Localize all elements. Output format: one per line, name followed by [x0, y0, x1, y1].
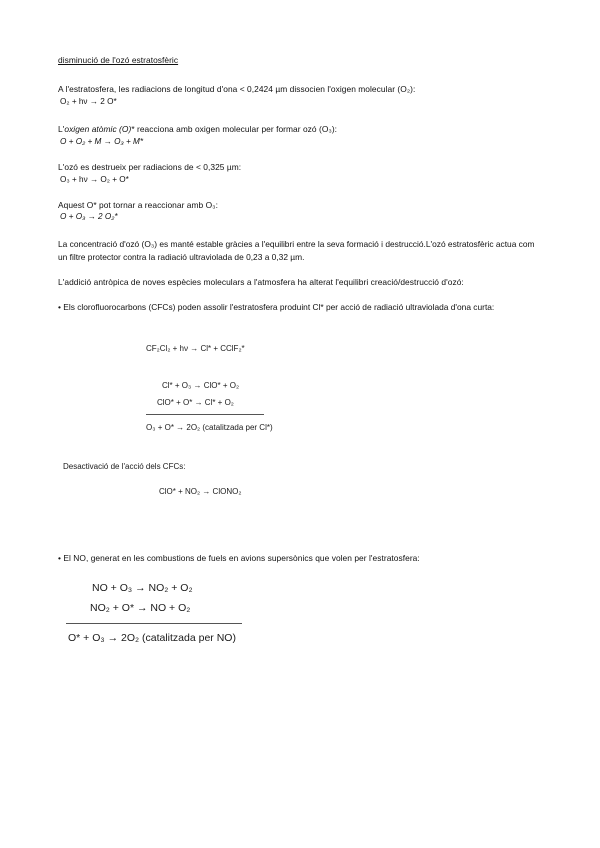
- page-title: disminució de l'ozó estratosfèric: [58, 55, 179, 65]
- cfc-sum-equation: O₃ + O* → 2O₂ (catalitzada per Cl*): [146, 423, 273, 432]
- section-2-text: [58, 124, 337, 135]
- cfc-equation-3: ClO* + O* → Cl* + O₂: [157, 398, 234, 407]
- section-5-paragraph: La concentració d'ozó (O₃) es manté estable gràcies a l'equilibri entre la seva formació i destrucció.L'ozó estratosfèric actua com un filtre protector contra la radiació ultraviolada de 0,23 a 0,32 µm.: [58, 239, 535, 262]
- section-2-equation: O + O₂ + M → O₃ + M*: [60, 137, 144, 146]
- deactivation-equation: ClO* + NO₂ → ClONO₂: [159, 487, 242, 496]
- section-3-equation: O₃ + hν → O₂ + O*: [60, 175, 129, 184]
- no-equation-2: NO₂ + O* → NO + O₂: [90, 602, 191, 614]
- no-sum-equation: O* + O₃ → 2O₂ (catalitzada per NO): [68, 632, 236, 644]
- section-2-pre: L': [58, 124, 65, 134]
- section-2-emphasis: oxigen atòmic (O): [64, 124, 132, 134]
- section-1-equation: O₂ + hν → 2 O*: [60, 97, 117, 106]
- section-4-text: Aquest O* pot tornar a reaccionar amb O₃:: [58, 200, 219, 210]
- section-7-paragraph: • Els clorofluorocarbons (CFCs) poden assolir l'estratosfera produint Cl* per acció de radiació ultraviolada d'ona curta:: [58, 302, 495, 312]
- section-2-post: * reacciona amb oxigen molecular per formar ozó (O₃):: [131, 124, 338, 134]
- section-1-text: A l'estratosfera, les radiacions de longitud d'ona < 0,2424 µm dissocien l'oxigen molecular (O₂):: [58, 84, 416, 94]
- section-6-text: L'addició antròpica de noves espècies moleculars a l'atmosfera ha alterat l'equilibri creació/destrucció d'ozó:: [58, 277, 464, 287]
- no-equation-1: NO + O₃ → NO₂ + O₂: [92, 582, 193, 594]
- cfc-equation-2: Cl* + O₃ → ClO* + O₂: [162, 381, 240, 390]
- section-8-text: • El NO, generat en les combustions de fuels en avions supersònics que volen per l'estratosfera:: [58, 553, 420, 563]
- deactivation-label: Desactivació de l'acció dels CFCs:: [63, 462, 186, 471]
- section-4-equation: O + O₃ → 2 O₂*: [60, 212, 118, 221]
- section-3-text: L'ozó es destrueix per radiacions de < 0,325 µm:: [58, 162, 242, 172]
- cfc-equation-1: CF₂Cl₂ + hν → Cl* + CClF₂*: [146, 344, 245, 353]
- cfc-sum-divider: [146, 414, 264, 415]
- no-sum-divider: [66, 623, 242, 624]
